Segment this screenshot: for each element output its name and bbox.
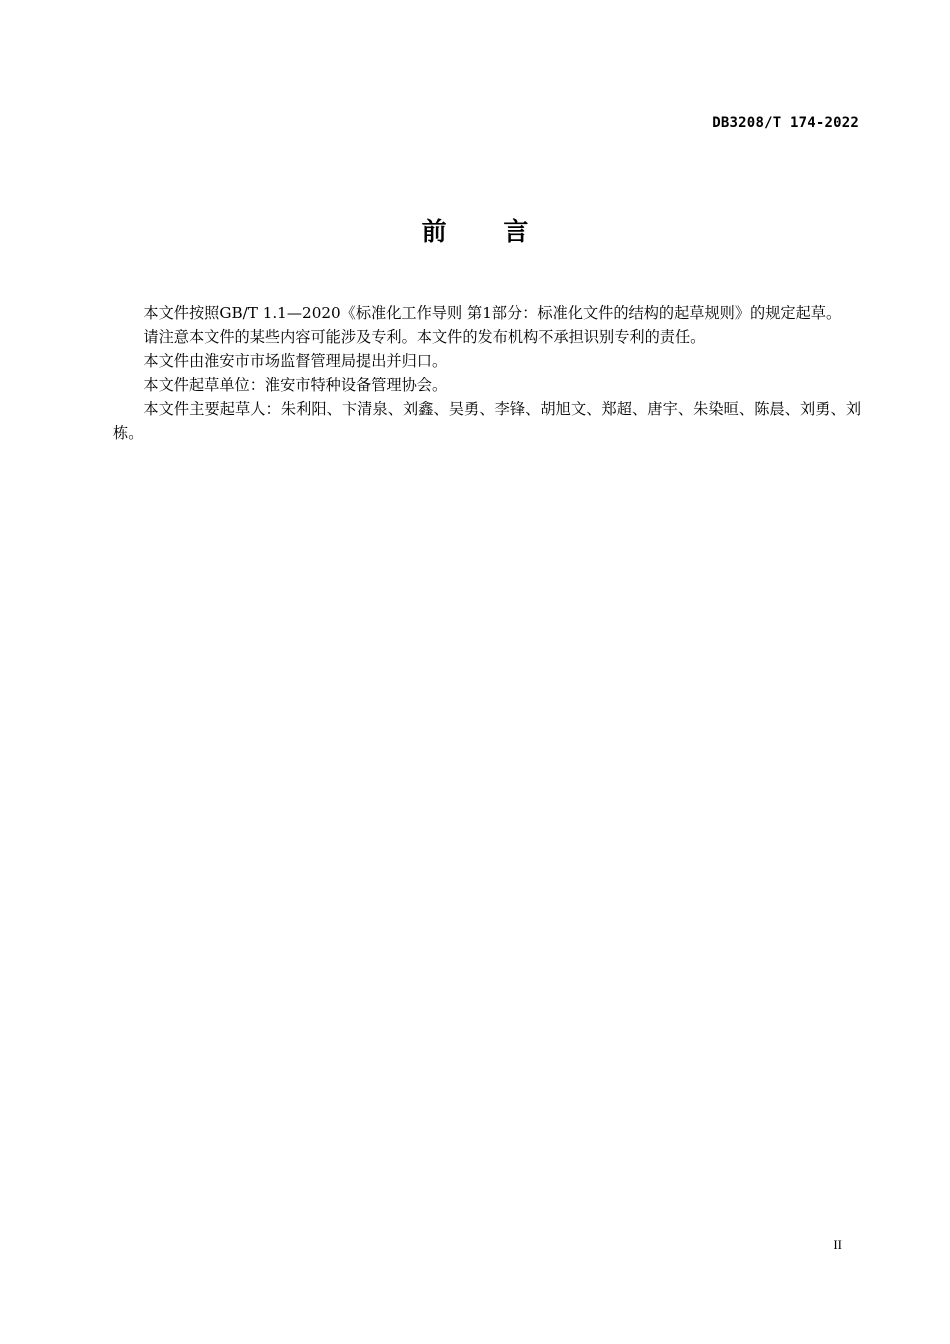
paragraph-standard-reference: 本文件按照GB/T 1.1—2020《标准化工作导则 第1部分：标准化文件的结构的起草规则》的规定起草。 [143, 304, 842, 322]
page-title-char-2: 言 [503, 217, 529, 246]
paragraph-proposer: 本文件由淮安市市场监督管理局提出并归口。 [143, 352, 448, 370]
page-number: II [833, 1237, 842, 1252]
paragraph-drafting-unit: 本文件起草单位：淮安市特种设备管理协会。 [143, 376, 448, 394]
page-title [0, 212, 950, 248]
paragraph-drafters: 本文件主要起草人：朱利阳、卞清泉、刘鑫、吴勇、李锋、胡旭文、郑超、唐宇、朱染晅、陈晨、刘勇、刘栋。 [113, 400, 861, 442]
foreword-body [113, 301, 861, 445]
paragraph-patent-notice: 请注意本文件的某些内容可能涉及专利。本文件的发布机构不承担识别专利的责任。 [143, 328, 706, 346]
page-title-char-1: 前 [421, 217, 447, 246]
document-code: DB3208/T 174-2022 [712, 115, 859, 131]
